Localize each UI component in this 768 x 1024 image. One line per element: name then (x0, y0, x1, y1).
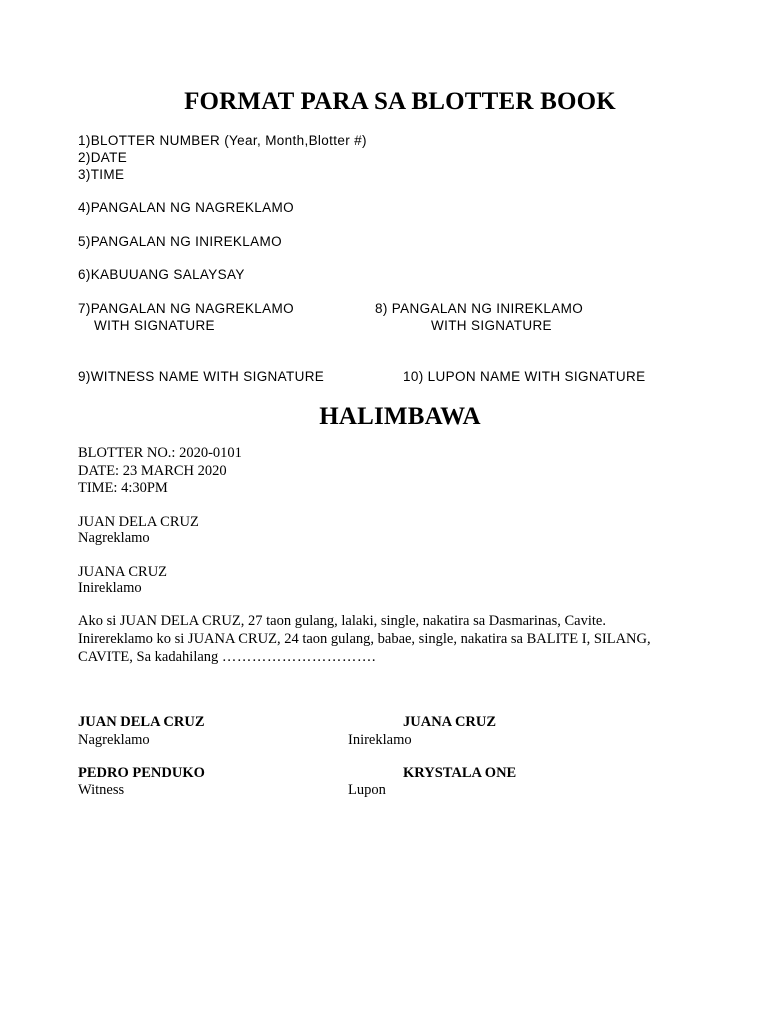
narrative-line-1: Ako si JUAN DELA CRUZ, 27 taon gulang, lalaki, single, nakatira sa Dasmarinas, Cavite. (78, 613, 606, 629)
signature-lupon-role: Lupon (348, 782, 386, 798)
complainant-role: Nagreklamo (78, 530, 150, 546)
signature-complainant-name: JUAN DELA CRUZ (78, 714, 205, 730)
signature-respondent-name: JUANA CRUZ (403, 714, 497, 730)
respondent-role: Inireklamo (78, 580, 142, 596)
document-title: FORMAT PARA SA BLOTTER BOOK (184, 88, 616, 115)
format-item-8: 8) PANGALAN NG INIREKLAMO (375, 301, 584, 316)
signature-witness-role: Witness (78, 782, 125, 798)
narrative-line-2: Inirereklamo ko si JUANA CRUZ, 24 taon gulang, babae, single, nakatira sa BALITE I, SILANG, (78, 631, 651, 647)
signature-witness-name: PEDRO PENDUKO (78, 765, 205, 781)
format-item-3: 3)TIME (78, 167, 125, 182)
format-item-4: 4)PANGALAN NG NAGREKLAMO (78, 200, 294, 215)
narrative-paragraph (78, 612, 718, 666)
narrative-dots: …………………………. (221, 649, 377, 665)
complainant-name: JUAN DELA CRUZ (78, 514, 199, 530)
format-item-7: 7)PANGALAN NG NAGREKLAMO (78, 301, 294, 316)
blotter-number: BLOTTER NO.: 2020-0101 (78, 445, 242, 461)
signature-lupon-name: KRYSTALA ONE (403, 765, 517, 781)
format-item-5: 5)PANGALAN NG INIREKLAMO (78, 234, 282, 249)
signature-respondent-role: Inireklamo (348, 732, 412, 748)
narrative-line-3-text: CAVITE, Sa kadahilang (78, 649, 219, 665)
signature-complainant-role: Nagreklamo (78, 732, 150, 748)
blotter-time: TIME: 4:30PM (78, 480, 168, 496)
blotter-date: DATE: 23 MARCH 2020 (78, 463, 227, 479)
format-item-6: 6)KABUUANG SALAYSAY (78, 267, 245, 282)
respondent-name: JUANA CRUZ (78, 564, 168, 580)
example-heading: HALIMBAWA (319, 403, 481, 430)
format-item-8-signature: WITH SIGNATURE (431, 318, 552, 333)
format-item-10: 10) LUPON NAME WITH SIGNATURE (403, 369, 646, 384)
format-item-9: 9)WITNESS NAME WITH SIGNATURE (78, 369, 325, 384)
format-item-7-signature: WITH SIGNATURE (94, 318, 215, 333)
narrative-line-3 (78, 648, 718, 666)
format-item-1: 1)BLOTTER NUMBER (Year, Month,Blotter #) (78, 133, 367, 148)
format-item-2: 2)DATE (78, 150, 128, 165)
